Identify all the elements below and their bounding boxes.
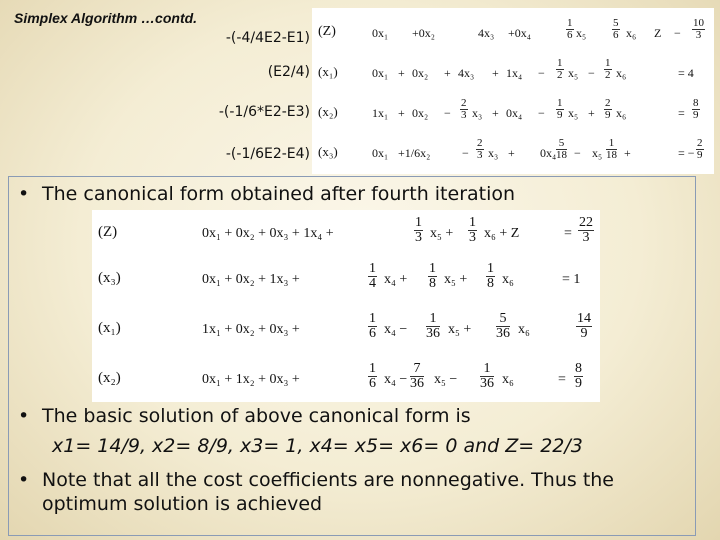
fraction: $\frac{5}{6}$ (613, 17, 619, 41)
term: x₅ (576, 26, 587, 40)
term: − (538, 66, 545, 80)
term: + (398, 106, 405, 120)
operation-1: -(-4/4E2-E1) (225, 30, 310, 46)
canonical-form-panel (92, 210, 600, 402)
term: x₆ (518, 322, 530, 337)
term: − (538, 106, 545, 120)
fraction: $\frac{1}{2}$ (605, 57, 611, 81)
term: x₆ (626, 26, 637, 40)
term: + (398, 66, 405, 80)
fraction: $\frac{7}{36}$ (410, 361, 424, 391)
term: − (444, 106, 451, 120)
rhs: = 1 (562, 272, 581, 287)
fraction: $\frac{5}{36}$ (496, 311, 510, 341)
term: +0x₄ (508, 26, 531, 40)
lhs-terms: 0x₁ + 0x₂ + 0x₃ + 1x₄ + (202, 226, 334, 241)
fraction: $\frac{2}{9}$ (605, 97, 611, 121)
term: +1/6x₂ (398, 146, 431, 160)
operation-4: -(-1/6E2-E4) (225, 146, 310, 162)
row-label: (x₁) (318, 64, 338, 79)
bullet-2 (18, 404, 471, 428)
fraction: $\frac{1}{9}$ (557, 97, 563, 121)
term: + (492, 106, 499, 120)
term: x₅ − (434, 372, 458, 387)
term: x₃ (488, 146, 499, 160)
term: x₆ (616, 106, 627, 120)
term: 1x₄ (506, 66, 523, 80)
row-label: (x₂) (98, 370, 121, 386)
fraction: $\frac{1}{36}$ (426, 311, 440, 341)
term: 4x₃ (478, 26, 495, 40)
term: − (574, 146, 581, 160)
term: x₅ (568, 66, 579, 80)
rhs: = 4 (678, 66, 694, 80)
fraction: $\frac{1}{3}$ (469, 215, 476, 245)
term: 0x₂ (412, 66, 429, 80)
canonical-row-x1 (92, 310, 600, 350)
term: x₆ (502, 272, 514, 287)
term: − (588, 66, 595, 80)
fraction: $\frac{1}{18}$ (606, 137, 617, 161)
term: x₃ (472, 106, 483, 120)
top-row-z (312, 16, 714, 46)
fraction: $\frac{2}{3}$ (477, 137, 483, 161)
top-row-x1 (312, 56, 714, 86)
operation-2: (E2/4) (267, 64, 310, 80)
term: 0x₁ (372, 26, 389, 40)
bullet-text: Note that all the cost coefficients are nonnegative. Thus the (42, 469, 614, 491)
fraction: $\frac{8}{9}$ (575, 361, 582, 391)
top-row-x3 (312, 136, 714, 166)
fraction: $\frac{10}{3}$ (693, 17, 704, 41)
term: + (588, 106, 595, 120)
lhs-terms: 0x₁ + 0x₂ + 1x₃ + (202, 272, 300, 287)
term: x₅ (592, 146, 603, 160)
term: +0x₂ (412, 26, 435, 40)
fraction: $\frac{1}{8}$ (429, 261, 436, 291)
equals: = − (678, 146, 695, 160)
fraction: $\frac{1}{2}$ (557, 57, 563, 81)
term: x₆ (616, 66, 627, 80)
operation-3: -(-1/6*E2-E3) (218, 104, 310, 120)
canonical-row-x2 (92, 360, 600, 400)
row-label: (x₂) (318, 104, 338, 119)
top-equations-panel (312, 8, 714, 174)
bullet-3-cont: optimum solution is achieved (42, 493, 323, 515)
term: 4x₃ (458, 66, 475, 80)
fraction: $\frac{1}{36}$ (480, 361, 494, 391)
bullet-dot: • (18, 469, 30, 491)
term: 0x₄ (540, 146, 557, 160)
row-label: (x₃) (98, 270, 121, 286)
term: x₆ (502, 372, 514, 387)
slide-title: Simplex Algorithm …contd. (14, 10, 198, 26)
bullet-text: The basic solution of above canonical form is (42, 405, 471, 427)
equals: = (678, 106, 685, 120)
fraction: $\frac{1}{6}$ (567, 17, 573, 41)
term: − (462, 146, 469, 160)
equals: = (558, 372, 566, 387)
basic-solution-line: x1= 14/9, x2= 8/9, x3= 1, x4= x5= x6= 0 and Z= 22/3 (52, 435, 583, 457)
term: + (508, 146, 515, 160)
fraction: $\frac{14}{9}$ (577, 311, 591, 341)
canonical-row-z (92, 214, 600, 254)
term: 0x₂ (412, 106, 429, 120)
fraction: $\frac{1}{3}$ (415, 215, 422, 245)
term: x₅ (568, 106, 579, 120)
fraction: $\frac{8}{9}$ (693, 97, 699, 121)
row-label: (x₃) (318, 144, 338, 159)
term: x₄ − (384, 322, 408, 337)
top-row-x2 (312, 96, 714, 126)
equals: = (564, 226, 572, 241)
fraction: $\frac{2}{9}$ (697, 137, 703, 161)
fraction: $\frac{1}{6}$ (369, 311, 376, 341)
term: 0x₁ (372, 66, 389, 80)
term: − (674, 26, 681, 40)
bullet-dot: • (18, 183, 30, 205)
fraction: $\frac{1}{6}$ (369, 361, 376, 391)
row-label: (Z) (98, 224, 118, 240)
term: x₆ + Z (484, 226, 520, 241)
term: + (624, 146, 631, 160)
canonical-row-x3 (92, 260, 600, 300)
term: 1x₁ (372, 106, 389, 120)
fraction: $\frac{5}{18}$ (556, 137, 567, 161)
term: x₅ + (430, 226, 454, 241)
bullet-3 (18, 468, 614, 492)
fraction: $\frac{22}{3}$ (579, 215, 593, 245)
bullet-1 (18, 182, 515, 206)
bullet-dot: • (18, 405, 30, 427)
row-label: (x₁) (98, 320, 121, 336)
term: x₄ + (384, 272, 408, 287)
term: + (444, 66, 451, 80)
row-label: (Z) (318, 24, 336, 39)
term: x₄ − (384, 372, 408, 387)
lhs-terms: 0x₁ + 1x₂ + 0x₃ + (202, 372, 300, 387)
fraction: $\frac{2}{3}$ (461, 97, 467, 121)
term: + (492, 66, 499, 80)
lhs-terms: 1x₁ + 0x₂ + 0x₃ + (202, 322, 300, 337)
fraction: $\frac{1}{4}$ (369, 261, 376, 291)
term: Z (654, 26, 662, 40)
term: 0x₁ (372, 146, 389, 160)
bullet-text: The canonical form obtained after fourth iteration (42, 183, 516, 205)
fraction: $\frac{1}{8}$ (487, 261, 494, 291)
term: x₅ + (448, 322, 472, 337)
term: x₅ + (444, 272, 468, 287)
term: 0x₄ (506, 106, 523, 120)
